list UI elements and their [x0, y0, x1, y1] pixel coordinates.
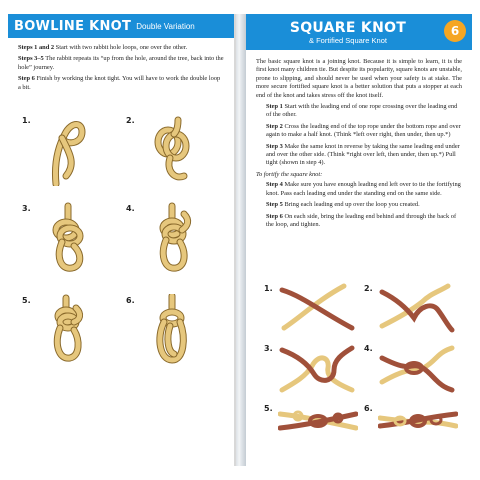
- bowline-figure-2: 2.: [126, 114, 216, 188]
- right-header: [246, 14, 472, 50]
- square-step: Step 2 Cross the leading end of the top rope under the bottom rope and over again to make a half knot. (Think *left over right, then under, then up.*): [266, 122, 461, 139]
- bowline-figure-1: 1.: [22, 114, 112, 188]
- square-step: Step 3 Make the same knot in reverse by taking the same leading end under and over the other side. (Think *right over left, then under, then up.*) Pull tight (shown in step 4).: [266, 142, 460, 167]
- square-figure-4: 4.: [364, 342, 454, 398]
- bowline-step: Steps 3–5 The rabbit repeats its “up from the hole, around the tree, back into the hole” journey.: [18, 55, 224, 71]
- square-knot-title: SQUARE KNOT: [289, 19, 407, 36]
- right-page: [246, 14, 472, 466]
- square-figure-3: 3.: [264, 342, 354, 398]
- bowline-figure-6: 6.: [126, 294, 216, 368]
- square-figure-2: 2.: [364, 282, 454, 338]
- fortify-step: Step 5 Bring each leading end up over the loop you created.: [266, 201, 420, 209]
- left-page: [8, 14, 234, 466]
- page-number-badge: 6: [444, 20, 466, 42]
- bowline-title: BOWLINE KNOT: [14, 18, 132, 34]
- square-figure-6: 6.: [364, 402, 454, 442]
- bowline-subtitle: Double Variation: [136, 21, 195, 31]
- intro-paragraph: The basic square knot is a joining knot. Because it is simple to learn, it is the first knot many children tie. But despite its popularity, square knots are unstable, prone to slipping, and should never be used when your safety is at stake. The more secure fortified square knot is a better solution that puts a stopper at each end of the knot and takes stress off the knot itself.: [256, 58, 462, 99]
- bowline-instructions: [8, 38, 234, 92]
- bowline-figure-4: 4.: [126, 202, 216, 276]
- square-figure-5: 5.: [264, 402, 354, 442]
- bowline-step: Step 6 Finish by working the knot tight. You will have to work the double loop a bit.: [18, 75, 221, 91]
- fortify-heading: To fortify the square knot:: [256, 170, 323, 178]
- fortify-step: Step 4 Make sure you have enough leading end left over to tie the fortifying knot. Pass each leading end under the standing end on the same side.: [266, 181, 461, 197]
- bowline-figure-5: 5.: [22, 294, 112, 368]
- bowline-step: Steps 1 and 2 Start with two rabbit hole loops, one over the other.: [18, 44, 188, 51]
- book-spine: [234, 14, 246, 466]
- square-knot-instructions: [246, 50, 472, 229]
- square-step: Step 1 Start with the leading end of one rope crossing over the leading end of the other.: [266, 103, 458, 119]
- fortify-step: Step 6 On each side, bring the leading end behind and through the back of the loop, and tighten.: [266, 212, 457, 228]
- bowline-figure-3: 3.: [22, 202, 112, 276]
- square-figure-1: 1.: [264, 282, 354, 338]
- square-knot-subtitle: & Fortified Square Knot: [309, 35, 387, 45]
- left-header: [8, 14, 234, 38]
